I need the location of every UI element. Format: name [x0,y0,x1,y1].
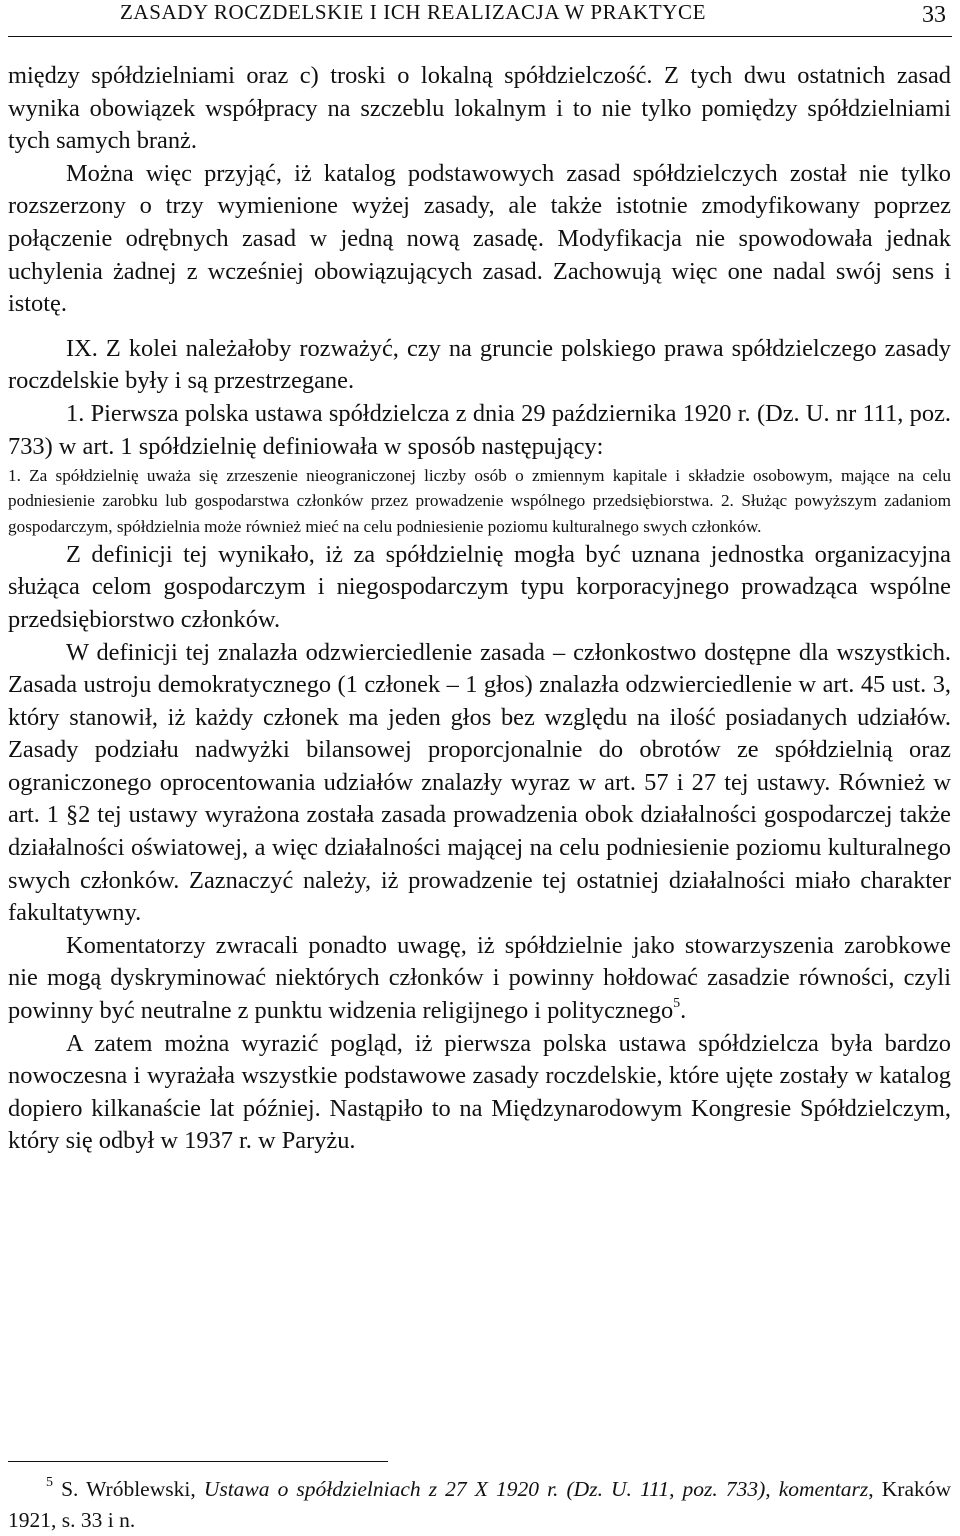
paragraph: Z definicji tej wynikało, iż za spółdzielnię mogła być uznana jednostka organizacyjna służąca celom gospodarczym i niegospodarczym typu korporacyjnego prowadząca wspólne przedsiębiorstwo członków. [8,540,951,633]
paragraph-continued: między spółdzielniami oraz c) troski o lokalną spółdzielczość. Z tych dwu ostatnich zasad wynika obowiązek współpracy na szczeblu lokalnym i to nie tylko pomiędzy spółdzielniami tych samych branż. [8,62,951,155]
paragraph-text-end: . [680,997,687,1025]
paragraph: 1. Pierwsza polska ustawa spółdzielcza z dnia 29 października 1920 r. (Dz. U. nr 111, poz. 733) w art. 1 spółdzielnię definiowała w sposób następujący: [8,399,951,460]
page-number: 33 [922,2,946,28]
paragraph: A zatem można wyrazić pogląd, iż pierwsza polska ustawa spółdzielcza była bardzo nowoczesna i wyrażała wszystkie podstawowe zasady roczdelskie, które ujęte zostały w katalog dopiero kilkanaście lat później. Nastąpiło to na Międzynarodowym Kongresie Spółdzielczym, który się odbył w 1937 r. w Paryżu. [8,1029,951,1155]
footnote-reference[interactable]: 5 [673,996,681,1012]
paragraph: Można więc przyjąć, iż katalog podstawowych zasad spółdzielczych został nie tylko rozszerzony o trzy wymienione wyżej zasady, ale także istotnie zmodyfikowany poprzez połączenie odrębnych zasad w jedną nową zasadę. Modyfikacja nie spowodowała jednak uchylenia żadnej z wcześniej obowiązujących zasad. Zachowują więc one nadal swój sens i istotę. [8,159,951,318]
paragraph: W definicji tej znalazła odzwierciedlenie zasada – członkostwo dostępne dla wszystkich. Zasada ustroju demokratycznego (1 członek – 1 głos) znalazła odzwierciedlenie w art. 45 ust. 3, który stanowił, iż każdy członek ma jeden głos bez względu na ilość posiadanych udziałów. Zasady podziału nadwyżki bilansowej proporcjonalnie do obrotów ze spółdzielnią oraz ograniczonego oprocentowania udziałów znalazły wyraz w art. 57 i 27 tej ustawy. Również w art. 1 §2 tej ustawy wyrażona została zasada prowadzenia obok działalności gospodarczej także działalności oświatowej, a więc działalności mającej na celu podniesienie poziomu kulturalnego swych członków. Zaznaczyć należy, iż prowadzenie tej ostatniej działalności miało charakter fakultatywny. [8,638,951,927]
main-text [8,60,951,1158]
page-header [8,0,952,37]
paragraph [8,930,951,1028]
footnote [8,1474,951,1536]
footnote-details: , Kraków 1921, s. 33 i n. [8,1477,952,1532]
running-head: ZASADY ROCZDELSKIE I ICH REALIZACJA W PRAKTYCE [120,0,707,24]
paragraph-text: Komentatorzy zwracali ponadto uwagę, iż spółdzielnie jako stowarzyszenia zarobkowe nie mogą dyskryminować niektórych członków i powinny hołdować zasadzie równości, czyli powinny być neutralne z punktu widzenia religijnego i politycznego [8,931,951,1025]
section-paragraph-ix: IX. Z kolei należałoby rozważyć, czy na gruncie polskiego prawa spółdzielczego zasady roczdelskie były i są przestrzegane. [8,334,951,395]
block-quote: 1. Za spółdzielnię uważa się zrzeszenie nieograniczonej liczby osób o zmiennym kapitale i składzie osobowym, mające na celu podniesienie zarobku lub gospodarstwa członków przez prowadzenie wspólnego przedsiębiorstwa. 2. Służąc powyższym zadaniom gospodarczym, spółdzielnia może również mieć na celu podniesienie poziomu kulturalnego swych członków. [8,466,951,536]
footnote-divider [8,1461,388,1462]
footnote-number: 5 [46,1475,53,1490]
footnote-author: S. Wróblewski, [61,1477,204,1501]
footnote-title: Ustawa o spółdzielniach z 27 X 1920 r. (Dz. U. 111, poz. 733), komentarz [203,1477,869,1501]
